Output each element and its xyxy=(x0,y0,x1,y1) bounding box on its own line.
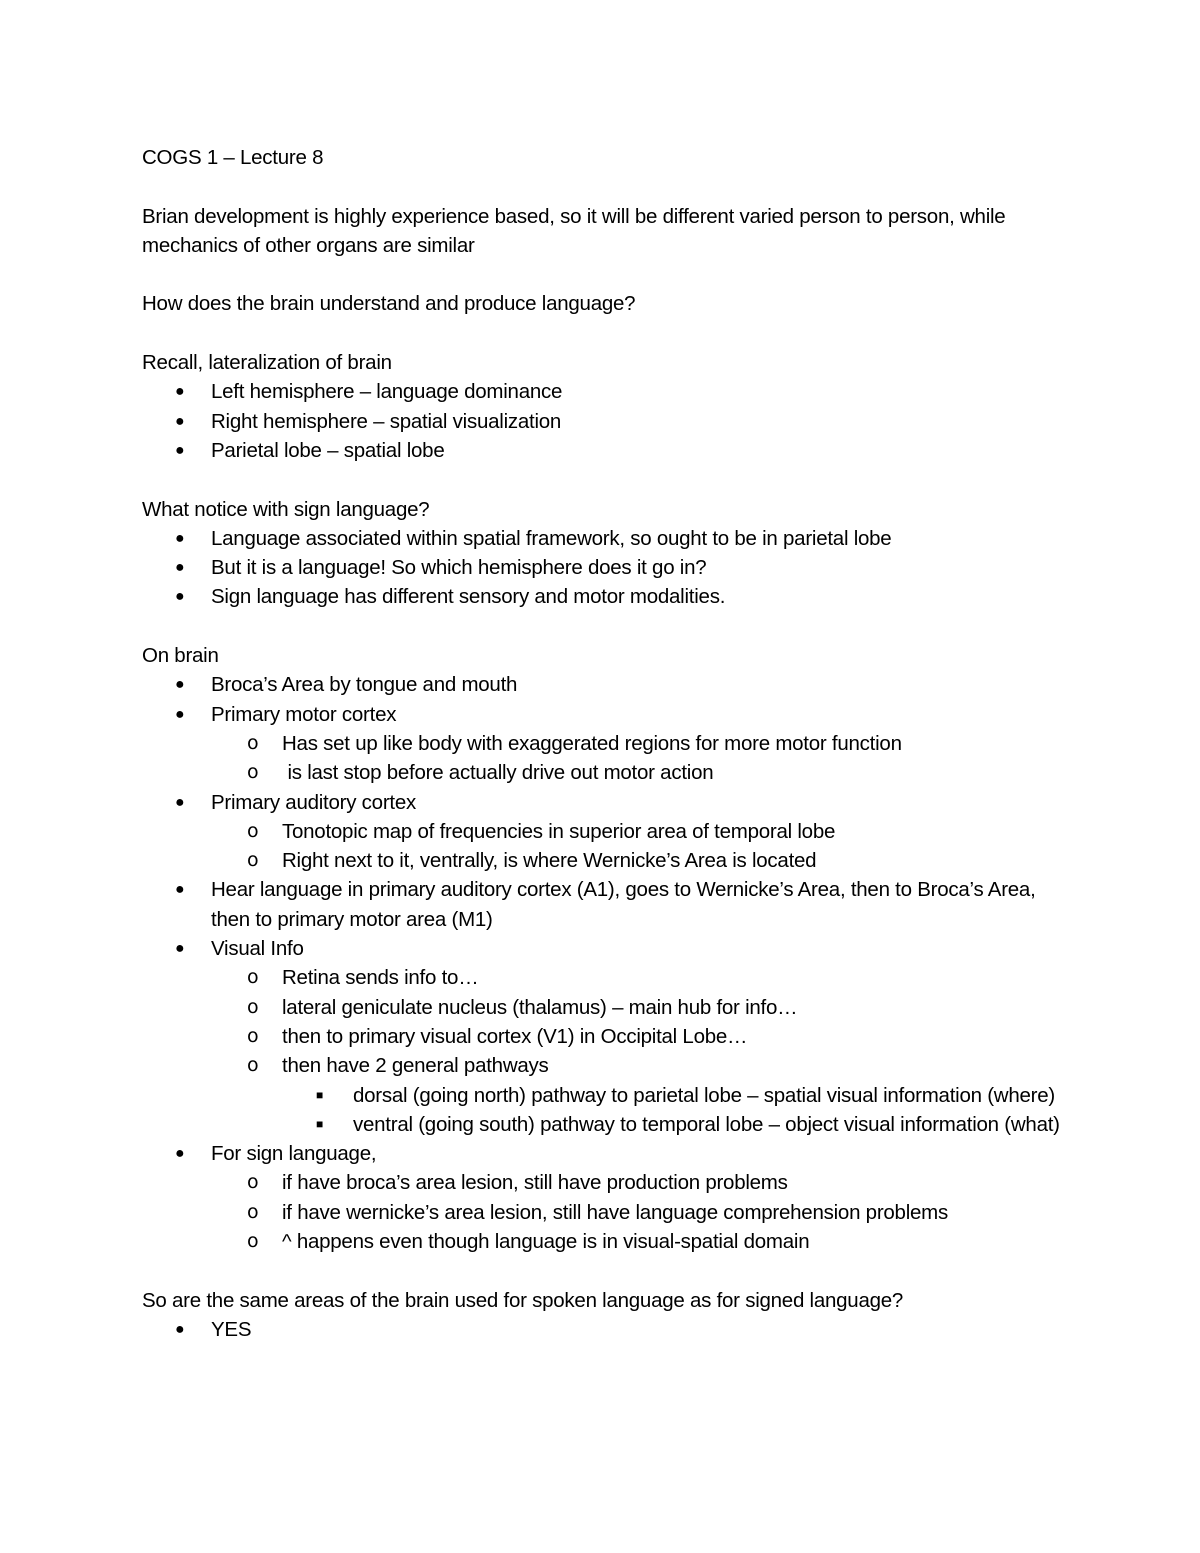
bullet-marker: ● xyxy=(175,940,185,958)
sublist-item-text: Retina sends info to… xyxy=(282,966,479,990)
auditory-sublist xyxy=(211,817,1062,876)
spacer xyxy=(142,1256,1062,1285)
list-item xyxy=(142,788,1062,876)
sublist-item xyxy=(211,729,1062,758)
document-body xyxy=(142,143,1062,1344)
sublist-item-text: is last stop before actually drive out motor action xyxy=(282,761,714,785)
recall-list xyxy=(142,377,1062,465)
circle-marker: o xyxy=(247,731,259,754)
brain-list xyxy=(142,670,1062,1256)
circle-marker: o xyxy=(247,1171,259,1194)
intro-paragraph: Brian development is highly experience based, so it will be different varied person to person, while mechanics of other organs are similar xyxy=(142,204,1006,257)
sublist-item xyxy=(211,963,1062,992)
question-paragraph: How does the brain understand and produce language? xyxy=(142,292,636,316)
list-item-text: For sign language, xyxy=(211,1142,377,1166)
bullet-marker: ● xyxy=(175,1145,185,1163)
spacer xyxy=(142,319,1062,348)
list-item-text: Parietal lobe – spatial lobe xyxy=(211,438,445,462)
sublist-item-text: if have broca’s area lesion, still have production problems xyxy=(282,1171,788,1195)
sublist-item-text: Tonotopic map of frequencies in superior area of temporal lobe xyxy=(282,819,836,843)
list-item-text: Right hemisphere – spatial visualization xyxy=(211,409,562,433)
list-item-text: Primary motor cortex xyxy=(211,702,397,726)
list-item xyxy=(142,436,1062,465)
bullet-marker: ● xyxy=(175,793,185,811)
sublist-item xyxy=(211,1227,1062,1256)
circle-marker: o xyxy=(247,1054,259,1077)
list-item xyxy=(142,1139,1062,1256)
sublist-item xyxy=(211,1022,1062,1051)
sublist-item-text: then to primary visual cortex (V1) in Occipital Lobe… xyxy=(282,1024,748,1048)
final-question: So are the same areas of the brain used for spoken language as for signed language? xyxy=(142,1288,904,1312)
list-item-text: Sign language has different sensory and motor modalities. xyxy=(211,585,726,609)
bullet-marker: ● xyxy=(175,676,185,694)
list-item xyxy=(142,1315,1062,1344)
sublist-item-text: lateral geniculate nucleus (thalamus) – main hub for info… xyxy=(282,995,798,1019)
sign-list xyxy=(142,524,1062,612)
bullet-marker: ● xyxy=(175,529,185,547)
square-marker: ■ xyxy=(316,1087,323,1102)
circle-marker: o xyxy=(247,849,259,872)
list-item xyxy=(142,407,1062,436)
list-item-text: Language associated within spatial framework, so ought to be in parietal lobe xyxy=(211,526,892,550)
sublist-item xyxy=(211,758,1062,787)
bullet-marker: ● xyxy=(175,588,185,606)
bullet-marker: ● xyxy=(175,441,185,459)
pathway-item xyxy=(282,1081,1062,1110)
list-item-text: YES xyxy=(211,1317,252,1341)
circle-marker: o xyxy=(247,761,259,784)
sublist-item xyxy=(211,993,1062,1022)
list-item xyxy=(142,377,1062,406)
circle-marker: o xyxy=(247,995,259,1018)
pathway-item-text: dorsal (going north) pathway to parietal lobe – spatial visual information (where) xyxy=(353,1083,1055,1107)
sublist-item xyxy=(211,1198,1062,1227)
sublist-item xyxy=(211,1051,1062,1139)
circle-marker: o xyxy=(247,1229,259,1252)
signlang-sublist xyxy=(211,1168,1062,1256)
sublist-item xyxy=(211,1168,1062,1197)
circle-marker: o xyxy=(247,1200,259,1223)
visual-sublist xyxy=(211,963,1062,1139)
sublist-item-text: Has set up like body with exaggerated regions for more motor function xyxy=(282,731,902,755)
pathways-sublist xyxy=(282,1081,1062,1140)
sublist-item-text: then have 2 general pathways xyxy=(282,1054,549,1078)
list-item xyxy=(142,934,1062,1139)
list-item-text: Primary auditory cortex xyxy=(211,790,417,814)
square-marker: ■ xyxy=(316,1116,323,1131)
document-title: COGS 1 – Lecture 8 xyxy=(142,146,324,169)
bullet-marker: ● xyxy=(175,383,185,401)
list-item xyxy=(142,524,1062,553)
list-item xyxy=(142,875,1062,934)
list-item xyxy=(142,700,1062,788)
bullet-marker: ● xyxy=(175,881,185,899)
spacer xyxy=(142,172,1062,201)
circle-marker: o xyxy=(247,819,259,842)
spacer xyxy=(142,612,1062,641)
sublist-item-text: Right next to it, ventrally, is where Wernicke’s Area is located xyxy=(282,849,817,873)
sublist-item xyxy=(211,817,1062,846)
list-item-text: Hear language in primary auditory cortex (A1), goes to Wernicke’s Area, then to Broca’s Area, then to primary motor area (M1) xyxy=(211,878,1036,931)
spacer xyxy=(142,465,1062,494)
motor-sublist xyxy=(211,729,1062,788)
brain-heading: On brain xyxy=(142,644,219,668)
sublist-item-text: ^ happens even though language is in visual-spatial domain xyxy=(282,1229,810,1253)
list-item-text: Left hemisphere – language dominance xyxy=(211,380,563,404)
sublist-item-text: if have wernicke’s area lesion, still have language comprehension problems xyxy=(282,1200,948,1224)
sign-heading: What notice with sign language? xyxy=(142,497,430,521)
sublist-item xyxy=(211,846,1062,875)
list-item-text: Broca’s Area by tongue and mouth xyxy=(211,673,518,697)
pathway-item xyxy=(282,1110,1062,1139)
list-item xyxy=(142,553,1062,582)
pathway-item-text: ventral (going south) pathway to temporal lobe – object visual information (what) xyxy=(353,1112,1060,1136)
circle-marker: o xyxy=(247,966,259,989)
spacer xyxy=(142,260,1062,289)
circle-marker: o xyxy=(247,1024,259,1047)
bullet-marker: ● xyxy=(175,559,185,577)
final-list xyxy=(142,1315,1062,1344)
bullet-marker: ● xyxy=(175,705,185,723)
recall-heading: Recall, lateralization of brain xyxy=(142,351,392,375)
list-item-text: But it is a language! So which hemisphere does it go in? xyxy=(211,556,707,580)
list-item xyxy=(142,670,1062,699)
bullet-marker: ● xyxy=(175,412,185,430)
list-item-text: Visual Info xyxy=(211,937,304,961)
list-item xyxy=(142,582,1062,611)
bullet-marker: ● xyxy=(175,1320,185,1338)
